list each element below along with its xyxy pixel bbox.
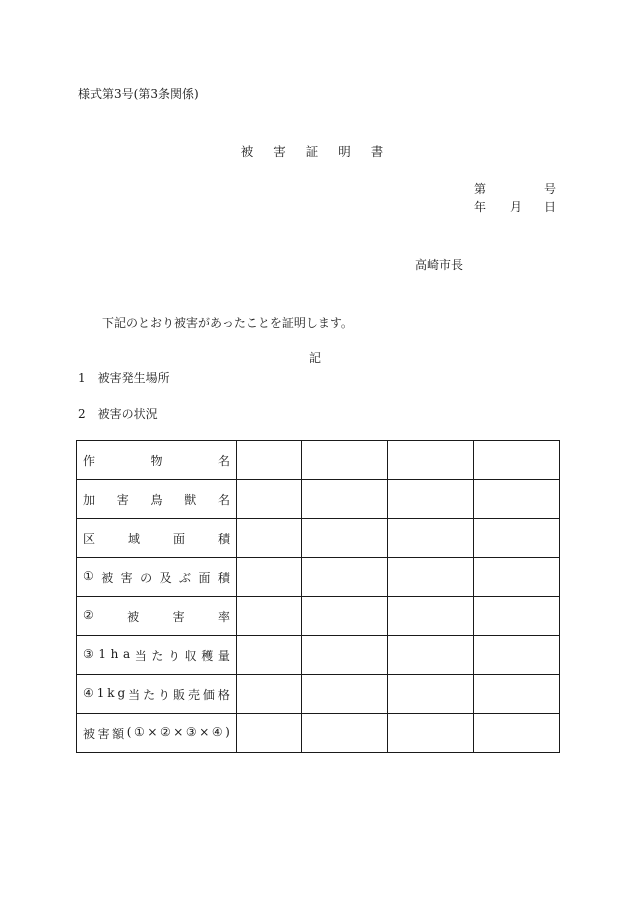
row-label-text [83,452,230,469]
data-cell [474,480,560,519]
row-label [77,480,237,519]
label-char: 加 [83,492,96,507]
row-label-text [83,491,230,508]
label-char: 害 [116,492,129,507]
data-cell [237,519,302,558]
label-char: ぶ [179,570,192,585]
label-char: 名 [217,453,230,468]
label-char: 1 [98,646,107,661]
data-cell [388,636,474,675]
table-row [77,441,560,480]
label-char: 販 [172,687,185,702]
data-cell [474,714,560,753]
label-char: ( [126,724,132,739]
data-cell [388,714,474,753]
issuer-name: 高崎市長 [415,258,464,272]
table-row [77,714,560,753]
data-cell [237,714,302,753]
label-char: × [147,724,158,739]
label-char: 鳥 [150,492,163,507]
label-char: 作 [83,453,96,468]
label-char: h [110,646,119,661]
label-char: 価 [202,687,215,702]
label-char: ① [83,568,94,583]
label-char: 名 [217,492,230,507]
label-char: 1 [96,685,105,700]
form-number: 様式第3号(第3条関係) [78,87,199,101]
data-cell [302,441,388,480]
label-char: ) [225,724,230,739]
data-cell [474,519,560,558]
label-char: 額 [112,726,125,741]
data-cell [388,519,474,558]
row-label-text [83,686,230,703]
row-label [77,675,237,714]
row-label-text [83,725,230,742]
row-label [77,636,237,675]
table-row [77,675,560,714]
label-char: 面 [198,570,211,585]
data-cell [302,558,388,597]
data-cell [302,480,388,519]
row-label [77,597,237,636]
data-cell [474,675,560,714]
label-char: ② [83,607,94,622]
data-cell [237,441,302,480]
label-char: 率 [217,609,230,624]
date-year: 年 [474,200,487,214]
number-suffix: 号 [543,182,556,196]
label-char: た [143,687,156,702]
label-char: 当 [128,687,141,702]
data-cell [302,519,388,558]
data-cell [302,675,388,714]
label-char: 量 [217,648,230,663]
label-char: 獣 [184,492,197,507]
data-cell [237,636,302,675]
table-row [77,558,560,597]
label-char: ② [159,724,171,739]
table-row [77,519,560,558]
label-char: 害 [120,570,133,585]
row-label [77,519,237,558]
label-char: 被 [101,570,114,585]
row-label [77,441,237,480]
label-char: k [107,685,115,700]
label-char: a [122,646,131,661]
item-damage-status: 2 被害の状況 [78,407,158,421]
label-char: 害 [172,609,185,624]
label-char: × [199,724,210,739]
label-char: 区 [83,531,96,546]
data-cell [302,636,388,675]
label-char: 積 [217,570,230,585]
certification-text: 下記のとおり被害があったことを証明します。 [102,316,353,330]
table-row [77,636,560,675]
label-char: ① [133,724,145,739]
label-char: 物 [150,453,163,468]
data-cell [388,558,474,597]
label-char: 被 [127,609,140,624]
label-char: 当 [134,648,147,663]
label-char: g [117,685,126,700]
label-char: 及 [159,570,172,585]
data-cell [237,558,302,597]
label-char: ③ [185,724,197,739]
row-label-text [83,569,230,586]
row-label [77,558,237,597]
table-row [77,597,560,636]
label-char: 面 [172,531,185,546]
label-char: 売 [187,687,200,702]
row-label-text [83,530,230,547]
data-cell [388,675,474,714]
data-cell [388,597,474,636]
label-char: 被 [83,726,96,741]
data-cell [302,597,388,636]
document-title: 被 害 証 明 書 [240,144,392,159]
label-char: 格 [217,687,230,702]
row-label-text [83,608,230,625]
label-char: り [167,648,180,663]
number-prefix: 第 [474,182,487,196]
data-cell [474,441,560,480]
label-char: ④ [83,685,94,700]
label-char: 害 [97,726,110,741]
table-row [77,480,560,519]
label-char: 穫 [201,648,214,663]
label-char: の [140,570,153,585]
label-char: ③ [83,646,94,661]
data-cell [302,714,388,753]
item-damage-location: 1 被害発生場所 [78,371,170,385]
data-cell [237,597,302,636]
data-cell [474,597,560,636]
data-cell [388,441,474,480]
label-char: 域 [127,531,140,546]
date-day: 日 [543,200,556,214]
label-char: り [158,687,171,702]
data-cell [237,675,302,714]
data-cell [388,480,474,519]
data-cell [474,636,560,675]
row-label [77,714,237,753]
ki-heading: 記 [308,351,321,365]
label-char: た [151,648,164,663]
label-char: 積 [217,531,230,546]
data-cell [474,558,560,597]
label-char: × [173,724,184,739]
data-cell [237,480,302,519]
date-month: 月 [510,200,523,214]
damage-table [76,440,560,753]
row-label-text [83,647,230,664]
label-char: ④ [211,724,223,739]
label-char: 収 [184,648,197,663]
